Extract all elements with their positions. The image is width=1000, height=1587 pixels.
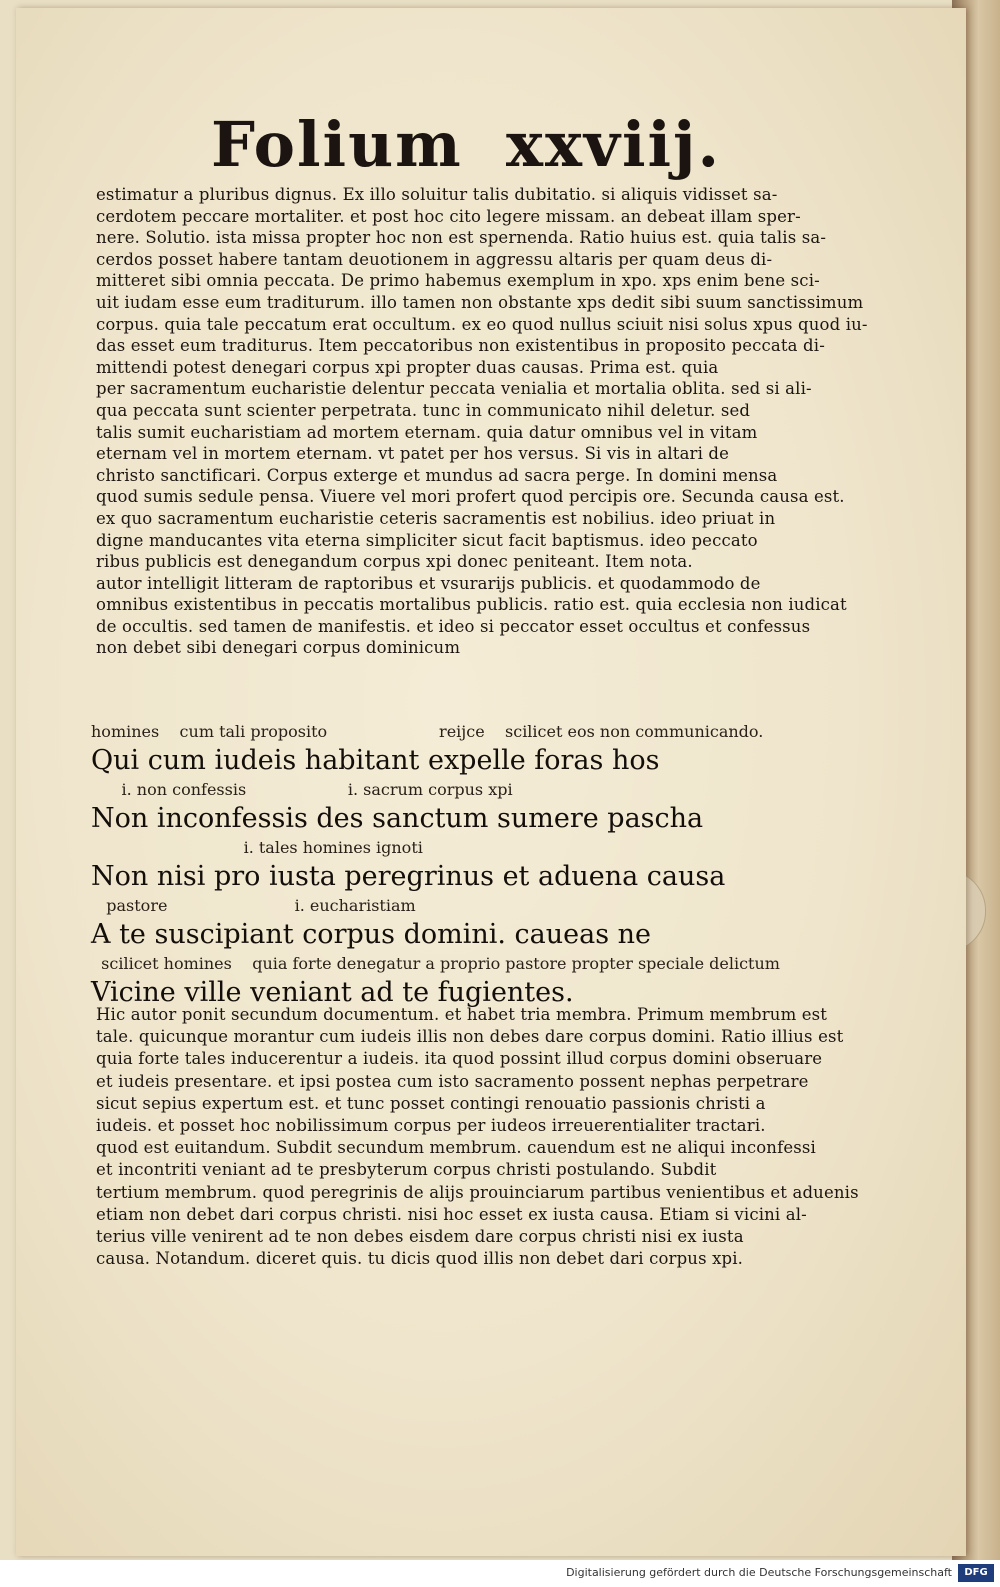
text-line: per sacramentum eucharistie delentur peccata venialia et mortalia oblita. sed si ali- bbox=[96, 379, 812, 399]
commentary-line: iudeis. et posset hoc nobilissimum corpus per iudeos irreuerentialiter tractari. bbox=[96, 1115, 766, 1135]
verse-line: Non nisi pro iusta peregrinus et aduena causa bbox=[91, 861, 726, 892]
text-line: estimatur a pluribus dignus. Ex illo soluitur talis dubitatio. si aliquis vidisset sa- bbox=[96, 185, 778, 204]
verse-line: Vicine ville veniant ad te fugientes. bbox=[91, 977, 574, 1008]
text-line: corpus. quia tale peccatum erat occultum. ex eo quod nullus sciuit nisi solus xpus quod iu- bbox=[96, 314, 868, 334]
footer-bar bbox=[0, 1560, 1000, 1587]
commentary-line: et incontriti veniant ad te presbyterum corpus christi postulando. Subdit bbox=[96, 1160, 717, 1180]
interlinear-gloss: i. tales homines ignoti bbox=[91, 838, 423, 857]
commentary-line: tale. quicunque morantur cum iudeis illis non debes dare corpus domini. Ratio illius est bbox=[96, 1027, 844, 1047]
text-line: omnibus existentibus in peccatis mortalibus publicis. ratio est. quia ecclesia non iudicat bbox=[96, 595, 847, 615]
text-line: mitteret sibi omnia peccata. De primo habemus exemplum in xpo. xps enim bene sci- bbox=[96, 271, 820, 291]
text-line: eternam vel in mortem eternam. vt patet per hos versus. Si vis in altari de bbox=[96, 444, 730, 464]
text-line: christo sanctificari. Corpus exterge et mundus ad sacra perge. In domini mensa bbox=[96, 465, 778, 485]
commentary-line: terius ville venirent ad te non debes eisdem dare corpus christi nisi ex iusta bbox=[96, 1226, 744, 1246]
text-line: de occultis. sed tamen de manifestis. et ideo si peccator esset occultus et confessus bbox=[96, 616, 811, 636]
commentary-line: quia forte tales inducerentur a iudeis. ita quod possint illud corpus domini obseruare bbox=[96, 1049, 823, 1069]
text-line: cerdos posset habere tantam deuotionem in aggressu altaris per quam deus di- bbox=[96, 249, 773, 269]
commentary-line: sicut sepius expertum est. et tunc posset contingi renouatio passionis christi a bbox=[96, 1093, 766, 1113]
verse-line: A te suscipiant corpus domini. caueas ne bbox=[91, 919, 652, 950]
text-line: autor intelligit litteram de raptoribus et vsurarijs publicis. et quodammodo de bbox=[96, 573, 761, 593]
text-line: ribus publicis est denegandum corpus xpi donec peniteant. Item nota. bbox=[96, 552, 693, 572]
interlinear-gloss: i. non confessis i. sacrum corpus xpi bbox=[91, 780, 513, 799]
text-line: ex quo sacramentum eucharistie ceteris sacramentis est nobilius. ideo priuat in bbox=[96, 508, 776, 528]
text-line: nere. Solutio. ista missa propter hoc non est spernenda. Ratio huius est. quia talis sa- bbox=[96, 228, 827, 248]
commentary-line: et iudeis presentare. et ipsi postea cum isto sacramento possent nephas perpetrare bbox=[96, 1071, 809, 1091]
verse-line: Qui cum iudeis habitant expelle foras hos bbox=[91, 745, 660, 776]
interlinear-gloss: homines cum tali proposito reijce scilicet eos non communicando. bbox=[91, 722, 764, 741]
text-line: quod sumis sedule pensa. Viuere vel mori profert quod percipis ore. Secunda causa est. bbox=[96, 487, 845, 507]
text-line: qua peccata sunt scienter perpetrata. tunc in communicato nihil deletur. sed bbox=[96, 400, 751, 420]
book-page bbox=[16, 8, 966, 1556]
interlinear-gloss: pastore i. eucharistiam bbox=[91, 896, 416, 915]
running-head-folium: Folium bbox=[211, 108, 463, 181]
commentary-line: etiam non debet dari corpus christi. nisi hoc esset ex iusta causa. Etiam si vicini al- bbox=[96, 1204, 807, 1224]
commentary-block bbox=[96, 1004, 859, 1270]
text-line: mittendi potest denegari corpus xpi propter duas causas. Prima est. quia bbox=[96, 357, 719, 377]
funding-notice: Digitalisierung gefördert durch die Deutsche Forschungsgemeinschaft bbox=[566, 1566, 952, 1579]
commentary-line: quod est euitandum. Subdit secundum membrum. cauendum est ne aliqui inconfessi bbox=[96, 1138, 816, 1158]
text-line: das esset eum traditurus. Item peccatoribus non existentibus in proposito peccata di- bbox=[96, 336, 825, 356]
commentary-line: Hic autor ponit secundum documentum. et habet tria membra. Primum membrum est bbox=[96, 1005, 828, 1024]
text-line: digne manducantes vita eterna simpliciter sicut facit baptismus. ideo peccato bbox=[96, 530, 758, 550]
main-text-block bbox=[96, 184, 868, 659]
text-line: uit iudam esse eum traditurum. illo tamen non obstante xps dedit sibi suum sanctissimum bbox=[96, 292, 864, 312]
verse-block bbox=[91, 720, 791, 1010]
verse-line: Non inconfessis des sanctum sumere pascha bbox=[91, 803, 704, 834]
running-head bbox=[16, 108, 966, 188]
text-line: non debet sibi denegari corpus dominicum bbox=[96, 638, 461, 658]
commentary-line: tertium membrum. quod peregrinis de alijs prouinciarum partibus venientibus et aduenis bbox=[96, 1182, 859, 1202]
commentary-line: causa. Notandum. diceret quis. tu dicis quod illis non debet dari corpus xpi. bbox=[96, 1249, 744, 1269]
interlinear-gloss: scilicet homines quia forte denegatur a proprio pastore propter speciale delictum bbox=[91, 954, 780, 973]
text-line: cerdotem peccare mortaliter. et post hoc cito legere missam. an debeat illam sper- bbox=[96, 206, 801, 226]
text-line: talis sumit eucharistiam ad mortem eternam. quia datur omnibus vel in vitam bbox=[96, 422, 758, 442]
running-head-folio-number: xxviij. bbox=[506, 108, 722, 181]
dfg-logo[interactable]: DFG bbox=[958, 1564, 994, 1582]
